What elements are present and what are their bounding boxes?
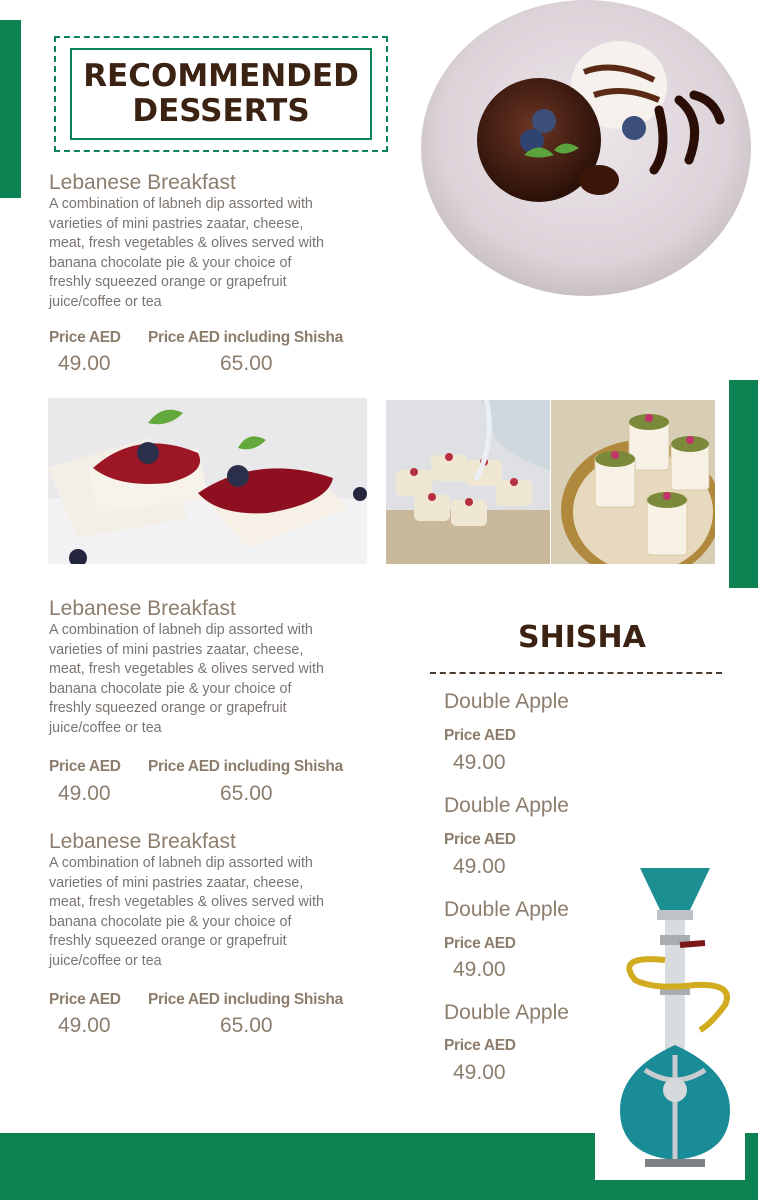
price-value: 49.00 — [453, 855, 506, 878]
page-title-line2: DESSERTS — [132, 93, 310, 129]
desc-line: varieties of mini pastries zaatar, cheese, — [49, 874, 304, 891]
price-value: 49.00 — [58, 1014, 111, 1037]
desc-line: A combination of labneh dip assorted with — [49, 622, 313, 638]
desc-line: juice/coffee or tea — [49, 952, 162, 969]
desc-line: juice/coffee or tea — [49, 293, 162, 310]
desc-line: banana chocolate pie & your choice of — [49, 680, 292, 697]
header-box — [70, 48, 372, 140]
menu-item-description — [49, 854, 369, 972]
price-shisha-value: 65.00 — [220, 782, 273, 805]
price-shisha-label: Price AED including Shisha — [148, 758, 343, 775]
page-title-line1: RECOMMENDED — [83, 58, 359, 94]
shisha-item-title: Double Apple — [444, 690, 569, 713]
price-shisha-value: 65.00 — [220, 352, 273, 375]
price-label: Price AED — [49, 758, 121, 775]
shisha-heading: SHISHA — [518, 620, 646, 655]
desc-line: varieties of mini pastries zaatar, cheese, — [49, 641, 304, 658]
price-label: Price AED — [49, 991, 121, 1008]
desc-line: meat, fresh vegetables & olives served with — [49, 894, 324, 911]
price-label: Price AED — [49, 329, 121, 346]
price-value: 49.00 — [453, 1061, 506, 1084]
shisha-item-title: Double Apple — [444, 1001, 569, 1024]
pastries-syrup-photo — [386, 400, 550, 564]
desc-line: freshly squeezed orange or grapefruit — [49, 274, 287, 291]
cheesecake-bars-photo — [48, 398, 367, 564]
menu-item-title: Lebanese Breakfast — [49, 171, 236, 194]
right-accent-bar — [729, 380, 758, 588]
desc-line: banana chocolate pie & your choice of — [49, 913, 292, 930]
desc-line: freshly squeezed orange or grapefruit — [49, 933, 287, 950]
price-value: 49.00 — [58, 782, 111, 805]
pistachio-cups-photo — [551, 400, 715, 564]
price-shisha-label: Price AED including Shisha — [148, 329, 343, 346]
desc-line: A combination of labneh dip assorted with — [49, 855, 313, 871]
desc-line: varieties of mini pastries zaatar, cheese, — [49, 215, 304, 232]
shisha-item-title: Double Apple — [444, 898, 569, 921]
shisha-item-title: Double Apple — [444, 794, 569, 817]
desc-line: meat, fresh vegetables & olives served with — [49, 235, 324, 252]
shisha-divider — [430, 672, 722, 674]
price-value: 49.00 — [58, 352, 111, 375]
desc-line: freshly squeezed orange or grapefruit — [49, 700, 287, 717]
price-value: 49.00 — [453, 751, 506, 774]
price-value: 49.00 — [453, 958, 506, 981]
desc-line: juice/coffee or tea — [49, 719, 162, 736]
price-label: Price AED — [444, 831, 516, 848]
price-shisha-value: 65.00 — [220, 1014, 273, 1037]
menu-item-description — [49, 621, 369, 739]
desc-line: banana chocolate pie & your choice of — [49, 254, 292, 271]
left-accent-bar — [0, 20, 21, 198]
price-label: Price AED — [444, 727, 516, 744]
price-label: Price AED — [444, 935, 516, 952]
menu-item-title: Lebanese Breakfast — [49, 830, 236, 853]
hookah-photo — [605, 865, 745, 1170]
price-shisha-label: Price AED including Shisha — [148, 991, 343, 1008]
price-label: Price AED — [444, 1037, 516, 1054]
menu-item-title: Lebanese Breakfast — [49, 597, 236, 620]
menu-item-description — [49, 195, 369, 313]
desc-line: A combination of labneh dip assorted with — [49, 196, 313, 212]
chocolate-lava-cake-photo — [414, 0, 758, 300]
desc-line: meat, fresh vegetables & olives served with — [49, 661, 324, 678]
